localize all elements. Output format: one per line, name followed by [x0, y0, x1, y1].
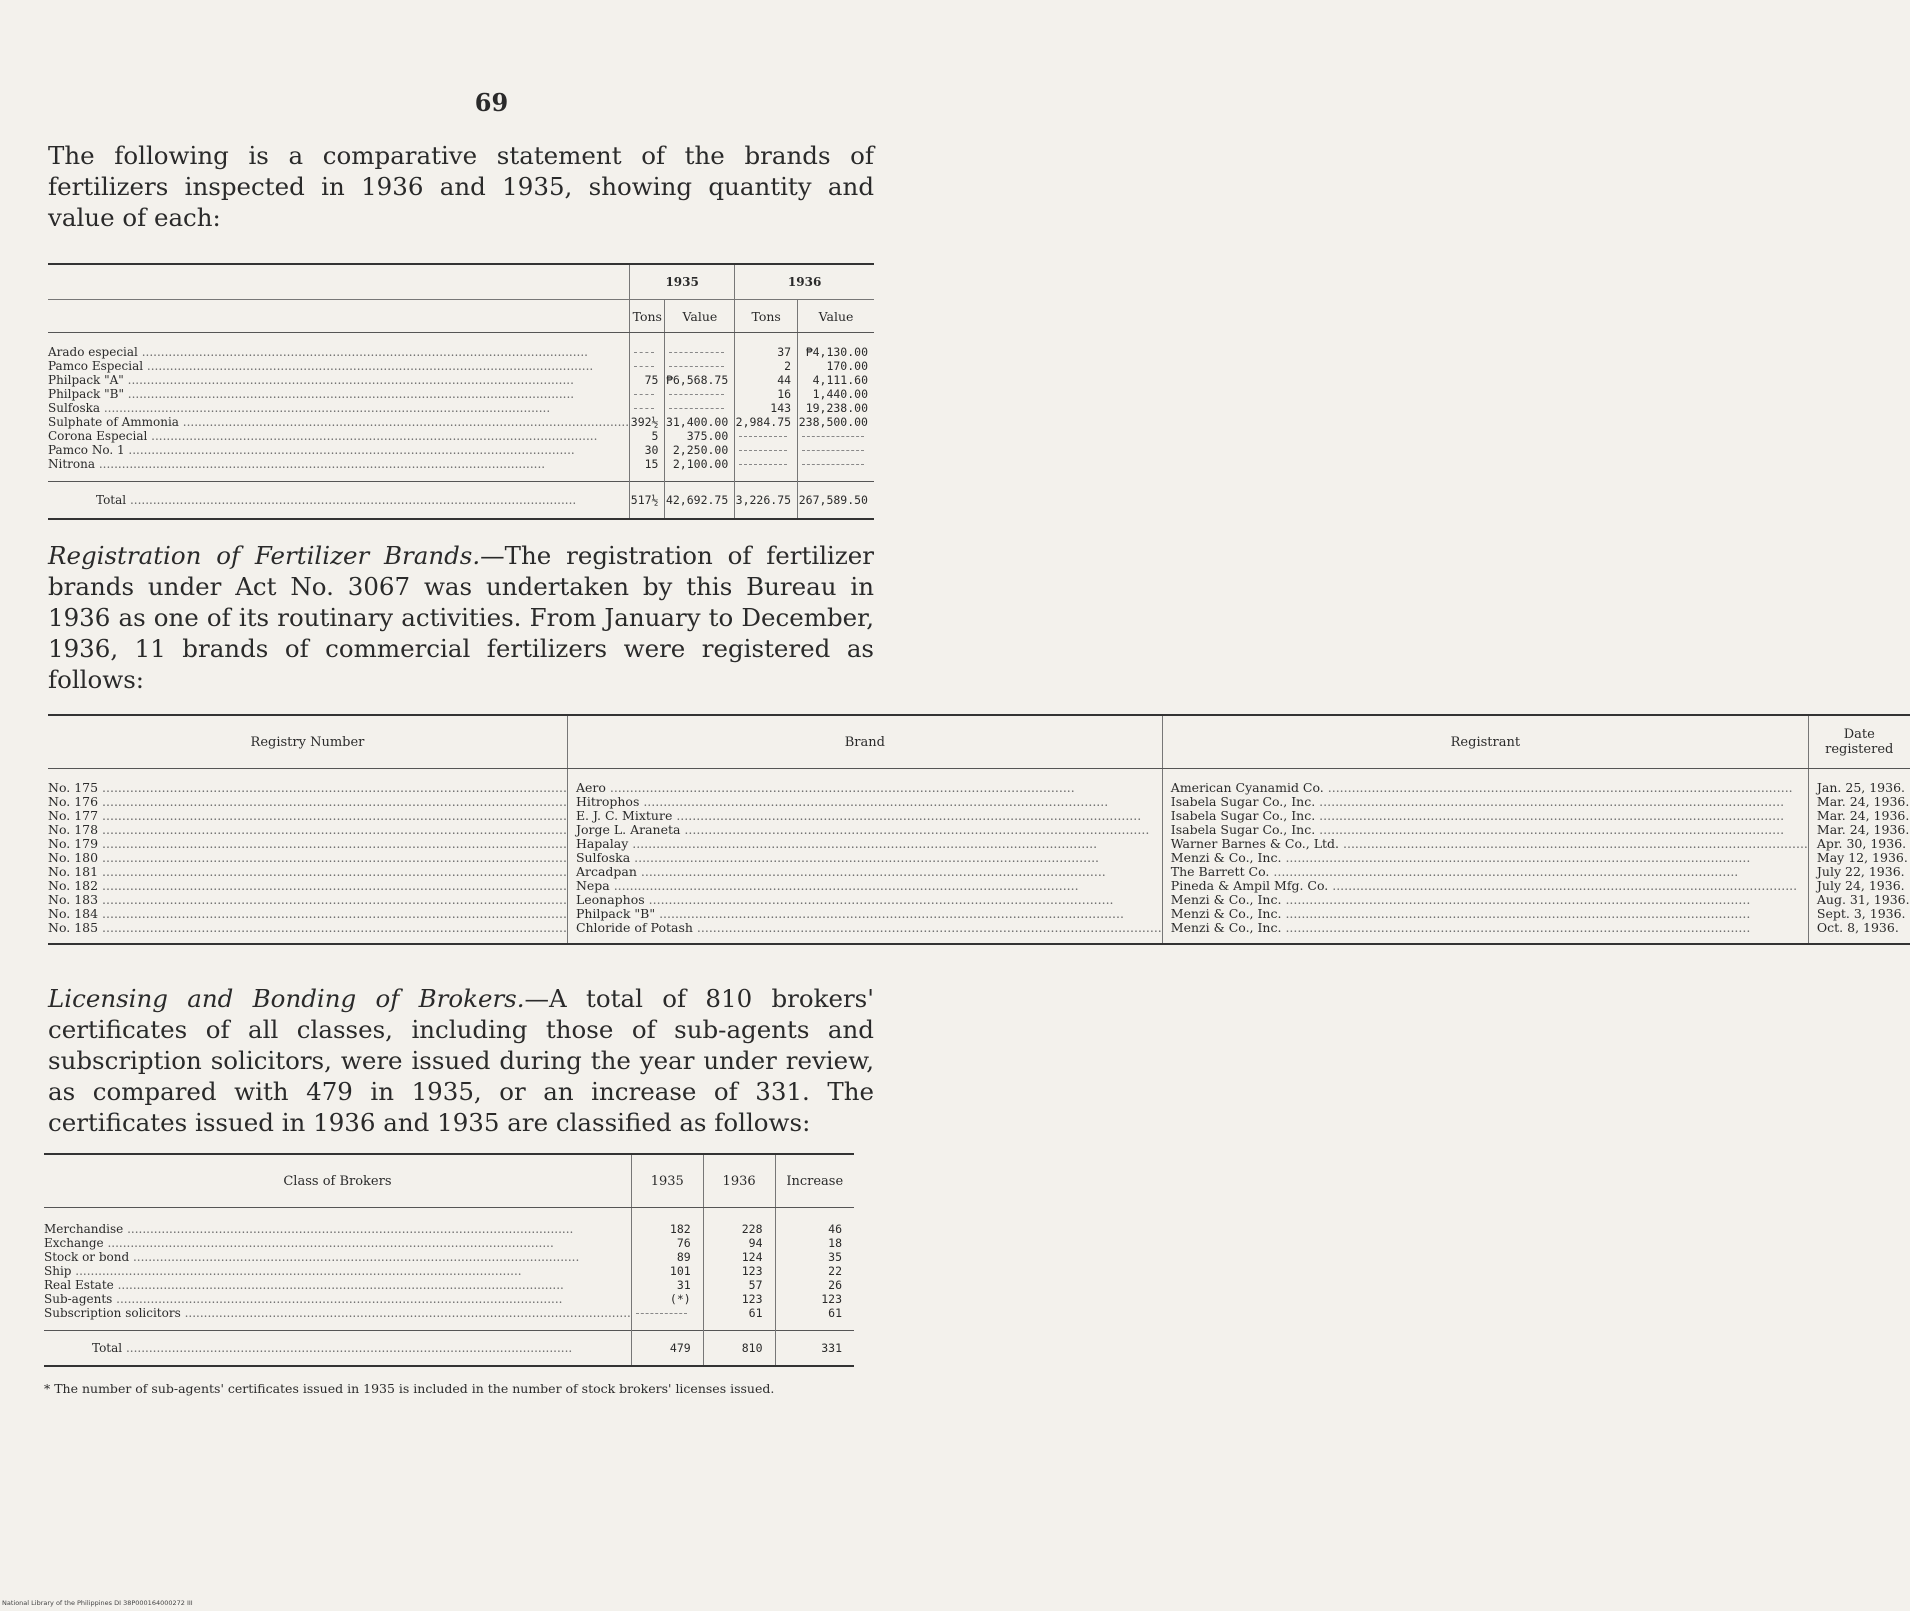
registry-number-cell	[48, 907, 567, 921]
total-1935: 479	[631, 1331, 703, 1367]
brand-name: Pamco No. 1 .....	[48, 443, 575, 457]
tons-1935-cell: 15	[630, 457, 665, 482]
empty-leader	[802, 443, 864, 451]
broker-row	[44, 1208, 854, 1237]
registrant-header: Registrant	[1162, 715, 1808, 769]
value-1936-cell	[798, 443, 874, 457]
broker-class-cell	[44, 1264, 631, 1278]
registrant-name: Warner Barnes & Co., Ltd. .....	[1171, 836, 1808, 851]
brand-name: Chloride of Potash .....	[576, 920, 1162, 935]
broker-increase-cell: 46	[775, 1208, 854, 1237]
tons-header: Tons	[735, 300, 798, 333]
registration-row	[48, 921, 1910, 944]
page-number: 69	[474, 88, 509, 117]
value-1935-cell: 375.00	[665, 429, 735, 443]
registration-heading: Registration of Fertilizer Brands.	[48, 541, 481, 570]
brand-cell	[48, 401, 630, 415]
date-registered-cell: Oct. 8, 1936.	[1808, 921, 1909, 944]
registrant-name: The Barrett Co. .....	[1171, 864, 1738, 879]
registration-row	[48, 837, 1910, 851]
registrant-name: Menzi & Co., Inc. .....	[1171, 850, 1751, 865]
broker-class: Stock or bond .....	[44, 1250, 579, 1264]
broker-y1935-cell	[631, 1306, 703, 1331]
empty-leader	[739, 429, 787, 437]
broker-y1936-cell: 228	[703, 1208, 775, 1237]
value-1936-cell	[798, 429, 874, 443]
tons-1935-cell: 75	[630, 373, 665, 387]
registry-number-cell	[48, 809, 567, 823]
value-1936-cell: 170.00	[798, 359, 874, 373]
brand-cell	[567, 823, 1162, 837]
date-registered-cell: Mar. 24, 1936.	[1808, 795, 1909, 809]
broker-y1936-cell: 57	[703, 1278, 775, 1292]
registrant-cell	[1162, 879, 1808, 893]
footnote: * The number of sub-agents' certificates issued in 1935 is included in the number of stock brokers' licenses issued.	[44, 1381, 775, 1396]
total-increase: 331	[775, 1331, 854, 1367]
brand-name: Nitrona .....	[48, 457, 545, 471]
broker-increase-cell: 18	[775, 1236, 854, 1250]
broker-y1935-cell: 31	[631, 1278, 703, 1292]
registrant-cell	[1162, 837, 1808, 851]
broker-class: Ship .....	[44, 1264, 522, 1278]
tons-header: Tons	[630, 300, 665, 333]
fertilizer-row	[48, 387, 874, 401]
total-value-1936: 267,589.50	[798, 482, 874, 520]
registry-number-cell	[48, 865, 567, 879]
licensing-paragraph	[48, 983, 874, 1138]
broker-class-cell	[44, 1292, 631, 1306]
tons-1935-cell: 392½	[630, 415, 665, 429]
library-credit: National Library of the Philippines DI 38P000164000272 III	[2, 1599, 193, 1607]
registry-number: No. 184 .....	[48, 906, 567, 921]
registrant-cell	[1162, 893, 1808, 907]
registry-number-header: Registry Number	[48, 715, 567, 769]
registrant-cell	[1162, 851, 1808, 865]
licensing-heading: Licensing and Bonding of Brokers.	[48, 984, 525, 1013]
brand-cell	[48, 415, 630, 429]
brand-header: Brand	[567, 715, 1162, 769]
broker-y1935-cell: 101	[631, 1264, 703, 1278]
broker-row	[44, 1278, 854, 1292]
value-header: Value	[665, 300, 735, 333]
tons-1935-cell	[630, 359, 665, 373]
fertilizer-row	[48, 429, 874, 443]
brand-name: Leonaphos .....	[576, 892, 1114, 907]
registration-table	[48, 714, 1910, 945]
tons-1936-cell: 2	[735, 359, 798, 373]
registry-number-cell	[48, 823, 567, 837]
brand-name: Pamco Especial .....	[48, 359, 593, 373]
broker-class: Real Estate .....	[44, 1278, 564, 1292]
broker-class-cell	[44, 1250, 631, 1264]
registry-number-cell	[48, 893, 567, 907]
total-value-1935: 42,692.75	[665, 482, 735, 520]
broker-y1935-cell: 76	[631, 1236, 703, 1250]
brand-name: Hitrophos .....	[576, 794, 1108, 809]
broker-row	[44, 1250, 854, 1264]
licensing-text: —A total of 810 brokers' certificates of all classes, including those of sub-agents and subscription solicitors, were issued during the year under review, as compared with 479 in 1935, or an increase of 331. The certificates issued in 1936 and 1935 are classified as follows:	[48, 984, 874, 1137]
value-1935-cell: 2,100.00	[665, 457, 735, 482]
broker-increase-cell: 26	[775, 1278, 854, 1292]
brand-cell	[567, 795, 1162, 809]
tons-1936-cell: 37	[735, 333, 798, 360]
value-1935-cell: ₱6,568.75	[665, 373, 735, 387]
registrant-cell	[1162, 795, 1808, 809]
tons-1935-cell: 5	[630, 429, 665, 443]
broker-class-cell	[44, 1236, 631, 1250]
registrant-name: Menzi & Co., Inc. .....	[1171, 906, 1751, 921]
brand-cell	[567, 921, 1162, 944]
broker-row	[44, 1292, 854, 1306]
registry-number-cell	[48, 769, 567, 796]
broker-y1935-cell: (*)	[631, 1292, 703, 1306]
brand-name: Jorge L. Araneta .....	[576, 822, 1149, 837]
registry-number-cell	[48, 879, 567, 893]
value-1936-cell: 238,500.00	[798, 415, 874, 429]
date-registered-cell: July 24, 1936.	[1808, 879, 1909, 893]
brand-name: Philpack "B" .....	[576, 906, 1124, 921]
date-registered-cell: Mar. 24, 1936.	[1808, 809, 1909, 823]
registrant-name: Menzi & Co., Inc. .....	[1171, 920, 1751, 935]
broker-y1936-cell: 94	[703, 1236, 775, 1250]
broker-row	[44, 1264, 854, 1278]
brand-name: E. J. C. Mixture .....	[576, 808, 1141, 823]
empty-leader	[802, 457, 864, 465]
brand-cell	[567, 769, 1162, 796]
brand-name: Aero .....	[576, 780, 1075, 795]
broker-increase-cell: 123	[775, 1292, 854, 1306]
broker-row	[44, 1306, 854, 1331]
broker-y1936-cell: 123	[703, 1264, 775, 1278]
brand-name: Philpack "B" .....	[48, 387, 574, 401]
registration-row	[48, 795, 1910, 809]
registration-text: —The registration of fertilizer brands under Act No. 3067 was undertaken by this Bureau in 1936 as one of its routinary activities. From January to December, 1936, 11 brands of commercial fertilizers were registered as follows:	[48, 541, 874, 694]
brand-cell	[48, 359, 630, 373]
fertilizer-total-row	[48, 482, 874, 520]
tons-1936-cell: 143	[735, 401, 798, 415]
brand-name: Hapalay .....	[576, 836, 1097, 851]
empty-leader	[802, 429, 864, 437]
registry-number: No. 177 .....	[48, 808, 567, 823]
registration-row	[48, 907, 1910, 921]
brand-cell	[48, 333, 630, 360]
value-1935-cell	[665, 387, 735, 401]
year-1936-header: 1936	[735, 264, 874, 300]
registry-number: No. 182 .....	[48, 878, 567, 893]
value-1935-cell: 2,250.00	[665, 443, 735, 457]
empty-leader	[669, 401, 724, 409]
broker-class-cell	[44, 1278, 631, 1292]
brand-name: Sulfoska .....	[48, 401, 550, 415]
tons-1936-cell	[735, 457, 798, 482]
registry-number: No. 179 .....	[48, 836, 567, 851]
registration-row	[48, 823, 1910, 837]
registration-row	[48, 769, 1910, 796]
broker-class: Sub-agents .....	[44, 1292, 562, 1306]
empty-leader	[669, 359, 724, 367]
broker-class-cell	[44, 1208, 631, 1237]
date-registered-header: Date registered	[1808, 715, 1909, 769]
brokers-total-row	[44, 1331, 854, 1367]
tons-1936-cell: 2,984.75	[735, 415, 798, 429]
brand-cell	[567, 837, 1162, 851]
brand-name: Arado especial .....	[48, 345, 588, 359]
brand-name: Sulfoska .....	[576, 850, 1099, 865]
registry-number: No. 185 .....	[48, 920, 567, 935]
registrant-cell	[1162, 921, 1808, 944]
registration-row	[48, 809, 1910, 823]
tons-1935-cell: 30	[630, 443, 665, 457]
registrant-cell	[1162, 769, 1808, 796]
total-label: Total .....	[96, 493, 576, 507]
broker-y1935-cell: 89	[631, 1250, 703, 1264]
value-1936-cell	[798, 457, 874, 482]
brand-name: Sulphate of Ammonia .....	[48, 415, 629, 429]
broker-y1936-cell: 61	[703, 1306, 775, 1331]
date-registered-cell: Aug. 31, 1936.	[1808, 893, 1909, 907]
registry-number: No. 178 .....	[48, 822, 567, 837]
fertilizer-row	[48, 373, 874, 387]
registration-row	[48, 851, 1910, 865]
registry-number: No. 175 .....	[48, 780, 567, 795]
value-1935-cell	[665, 333, 735, 360]
empty-leader	[634, 401, 654, 409]
value-1936-cell: 19,238.00	[798, 401, 874, 415]
empty-leader	[669, 387, 724, 395]
brokers-table	[44, 1153, 854, 1367]
brand-name: Nepa .....	[576, 878, 1079, 893]
registrant-cell	[1162, 823, 1808, 837]
registration-row	[48, 879, 1910, 893]
tons-1936-cell: 44	[735, 373, 798, 387]
year-1936-header: 1936	[703, 1154, 775, 1208]
date-registered-cell: July 22, 1936.	[1808, 865, 1909, 879]
broker-increase-cell: 35	[775, 1250, 854, 1264]
value-1936-cell: ₱4,130.00	[798, 333, 874, 360]
date-registered-cell: Apr. 30, 1936.	[1808, 837, 1909, 851]
broker-class-cell	[44, 1306, 631, 1331]
registrant-cell	[1162, 865, 1808, 879]
brand-name: Corona Especial .....	[48, 429, 597, 443]
brand-cell	[48, 443, 630, 457]
registrant-name: Isabela Sugar Co., Inc. .....	[1171, 822, 1784, 837]
empty-leader	[739, 443, 787, 451]
broker-increase-cell: 22	[775, 1264, 854, 1278]
date-registered-cell: Jan. 25, 1936.	[1808, 769, 1909, 796]
intro-paragraph: The following is a comparative statement of the brands of fertilizers inspected in 1936 and 1935, showing quantity and value of each:	[48, 141, 874, 232]
fertilizer-row	[48, 415, 874, 429]
registrant-cell	[1162, 809, 1808, 823]
broker-class: Merchandise .....	[44, 1222, 573, 1236]
broker-increase-cell: 61	[775, 1306, 854, 1331]
registrant-name: Menzi & Co., Inc. .....	[1171, 892, 1751, 907]
registry-number-cell	[48, 851, 567, 865]
registry-number-cell	[48, 921, 567, 944]
broker-class: Subscription solicitors .....	[44, 1306, 631, 1320]
value-1935-cell	[665, 359, 735, 373]
empty-leader	[739, 457, 787, 465]
registry-number-cell	[48, 795, 567, 809]
brand-cell	[48, 373, 630, 387]
date-registered-cell: May 12, 1936.	[1808, 851, 1909, 865]
empty-leader	[634, 387, 654, 395]
class-of-brokers-header: Class of Brokers	[44, 1154, 631, 1208]
registry-number: No. 180 .....	[48, 850, 567, 865]
date-registered-cell: Mar. 24, 1936.	[1808, 823, 1909, 837]
registrant-name: Isabela Sugar Co., Inc. .....	[1171, 808, 1784, 823]
registry-number: No. 181 .....	[48, 864, 567, 879]
tons-1936-cell: 16	[735, 387, 798, 401]
registrant-name: Isabela Sugar Co., Inc. .....	[1171, 794, 1784, 809]
increase-header: Increase	[775, 1154, 854, 1208]
broker-y1936-cell: 124	[703, 1250, 775, 1264]
registration-row	[48, 865, 1910, 879]
registrant-cell	[1162, 907, 1808, 921]
registration-paragraph	[48, 540, 874, 695]
brand-name: Philpack "A" .....	[48, 373, 574, 387]
brand-cell	[567, 865, 1162, 879]
brand-cell	[567, 879, 1162, 893]
tons-1936-cell	[735, 429, 798, 443]
tons-1936-cell	[735, 443, 798, 457]
tons-1935-cell	[630, 401, 665, 415]
brand-cell	[48, 387, 630, 401]
fertilizer-row	[48, 443, 874, 457]
empty-leader	[669, 345, 724, 353]
registry-number: No. 183 .....	[48, 892, 567, 907]
value-1936-cell: 4,111.60	[798, 373, 874, 387]
year-1935-header: 1935	[630, 264, 735, 300]
brand-cell	[48, 429, 630, 443]
date-registered-cell: Sept. 3, 1936.	[1808, 907, 1909, 921]
fertilizer-row	[48, 457, 874, 482]
empty-leader	[634, 345, 654, 353]
fertilizer-row	[48, 333, 874, 360]
year-1935-header: 1935	[631, 1154, 703, 1208]
broker-row	[44, 1236, 854, 1250]
broker-y1935-cell: 182	[631, 1208, 703, 1237]
value-header: Value	[798, 300, 874, 333]
brand-cell	[567, 893, 1162, 907]
broker-y1936-cell: 123	[703, 1292, 775, 1306]
brand-cell	[48, 457, 630, 482]
registry-number: No. 176 .....	[48, 794, 567, 809]
total-1936: 810	[703, 1331, 775, 1367]
registrant-name: American Cyanamid Co. .....	[1171, 780, 1793, 795]
total-label: Total .....	[92, 1341, 572, 1355]
value-1936-cell: 1,440.00	[798, 387, 874, 401]
registration-row	[48, 893, 1910, 907]
fertilizer-row	[48, 359, 874, 373]
value-1935-cell	[665, 401, 735, 415]
brand-cell	[567, 809, 1162, 823]
registry-number-cell	[48, 837, 567, 851]
tons-1935-cell	[630, 333, 665, 360]
tons-1935-cell	[630, 387, 665, 401]
brand-cell	[567, 851, 1162, 865]
broker-class: Exchange .....	[44, 1236, 554, 1250]
empty-leader	[634, 359, 654, 367]
fertilizer-row	[48, 401, 874, 415]
total-tons-1935: 517½	[630, 482, 665, 520]
registrant-name: Pineda & Ampil Mfg. Co. .....	[1171, 878, 1797, 893]
fertilizer-inspection-table	[48, 263, 874, 520]
brand-cell	[567, 907, 1162, 921]
total-tons-1936: 3,226.75	[735, 482, 798, 520]
brand-name: Arcadpan .....	[576, 864, 1106, 879]
value-1935-cell: 31,400.00	[665, 415, 735, 429]
empty-leader	[636, 1306, 687, 1314]
